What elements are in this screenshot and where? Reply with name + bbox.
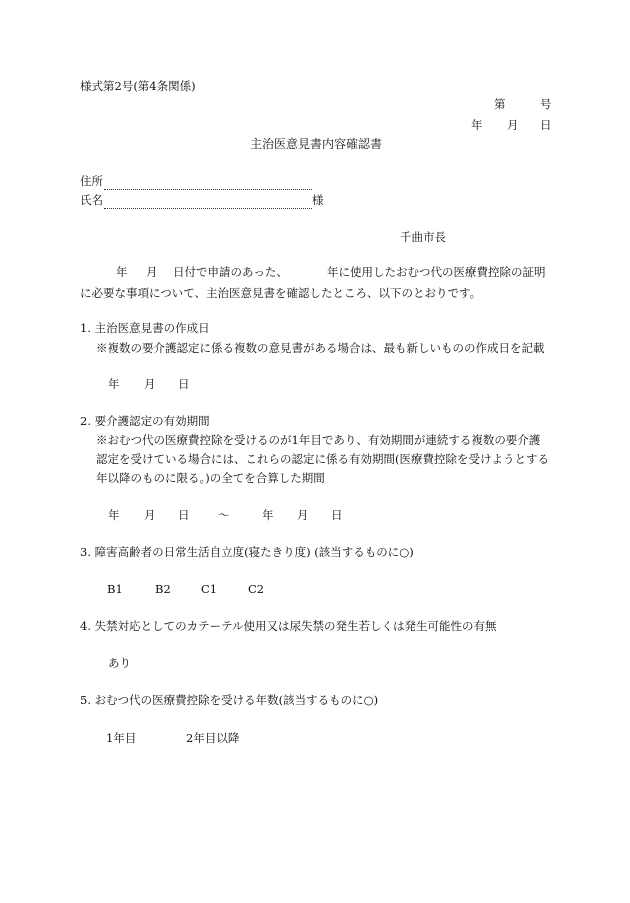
section-5-option-second-year-onward: 2年目以降 <box>186 731 240 745</box>
address-label: 住所 <box>80 174 103 188</box>
address-line <box>104 188 312 190</box>
section-2-note-line-2: 認定を受けている場合には、これらの認定に係る有効期間(医療費控除を受けようとする <box>96 452 549 466</box>
issue-date-year: 年 <box>471 118 483 132</box>
section-2-heading: 2. 要介護認定の有効期間 <box>80 414 210 428</box>
section-1-note: ※複数の要介護認定に係る複数の意見書がある場合は、最も新しいものの作成日を記載 <box>96 341 545 355</box>
section-1-month: 月 <box>144 377 156 391</box>
issue-date-day: 日 <box>540 118 552 132</box>
form-label: 様式第2号(第4条関係) <box>80 79 196 93</box>
section-1-heading: 1. 主治医意見書の作成日 <box>80 321 210 335</box>
section-2-start-year: 年 <box>108 508 120 522</box>
section-5-heading: 5. おむつ代の医療費控除を受ける年数(該当するものに○) <box>80 693 379 707</box>
section-2-start-day: 日 <box>178 508 190 522</box>
section-4-heading: 4. 失禁対応としてのカテーテル使用又は尿失禁の発生若しくは発生可能性の有無 <box>80 619 497 633</box>
intro-year: 年 <box>116 265 128 279</box>
section-5-option-first-year: 1年目 <box>106 731 137 745</box>
section-3-option-c2: C2 <box>248 582 265 596</box>
section-3-heading: 3. 障害高齢者の日常生活自立度(寝たきり度) (該当するものに○) <box>80 545 414 559</box>
intro-month: 月 <box>146 265 158 279</box>
document-number-prefix: 第 <box>494 97 506 111</box>
document-title: 主治医意見書内容確認書 <box>250 137 383 151</box>
section-3-option-b1: B1 <box>107 582 123 596</box>
section-2-end-month: 月 <box>297 508 309 522</box>
document-number-suffix: 号 <box>540 97 552 111</box>
section-2-note-line-3: 年以降のものに限る。)の全てを合算した期間 <box>96 471 325 485</box>
issue-date-month: 月 <box>507 118 519 132</box>
honorific: 様 <box>312 193 324 207</box>
section-4-answer: あり <box>108 656 131 670</box>
section-2-note-line-1: ※おむつ代の医療費控除を受けるのが1年目であり、有効期間が連続する複数の要介護 <box>96 433 541 447</box>
section-3-option-c1: C1 <box>201 582 218 596</box>
section-3-option-b2: B2 <box>155 582 171 596</box>
intro-applied-text: 日付で申請のあった、 <box>173 265 288 279</box>
section-1-day: 日 <box>178 377 190 391</box>
intro-line-2: に必要な事項について、主治医意見書を確認したところ、以下のとおりです。 <box>80 286 482 300</box>
section-2-start-month: 月 <box>144 508 156 522</box>
intro-year-used-text: 年に使用したおむつ代の医療費控除の証明 <box>327 265 546 279</box>
section-1-year: 年 <box>108 377 120 391</box>
section-2-end-day: 日 <box>331 508 343 522</box>
section-2-end-year: 年 <box>262 508 274 522</box>
section-2-range-tilde: ～ <box>218 508 230 522</box>
name-line <box>104 207 312 209</box>
name-label: 氏名 <box>80 193 103 207</box>
issuer: 千曲市長 <box>400 230 446 244</box>
